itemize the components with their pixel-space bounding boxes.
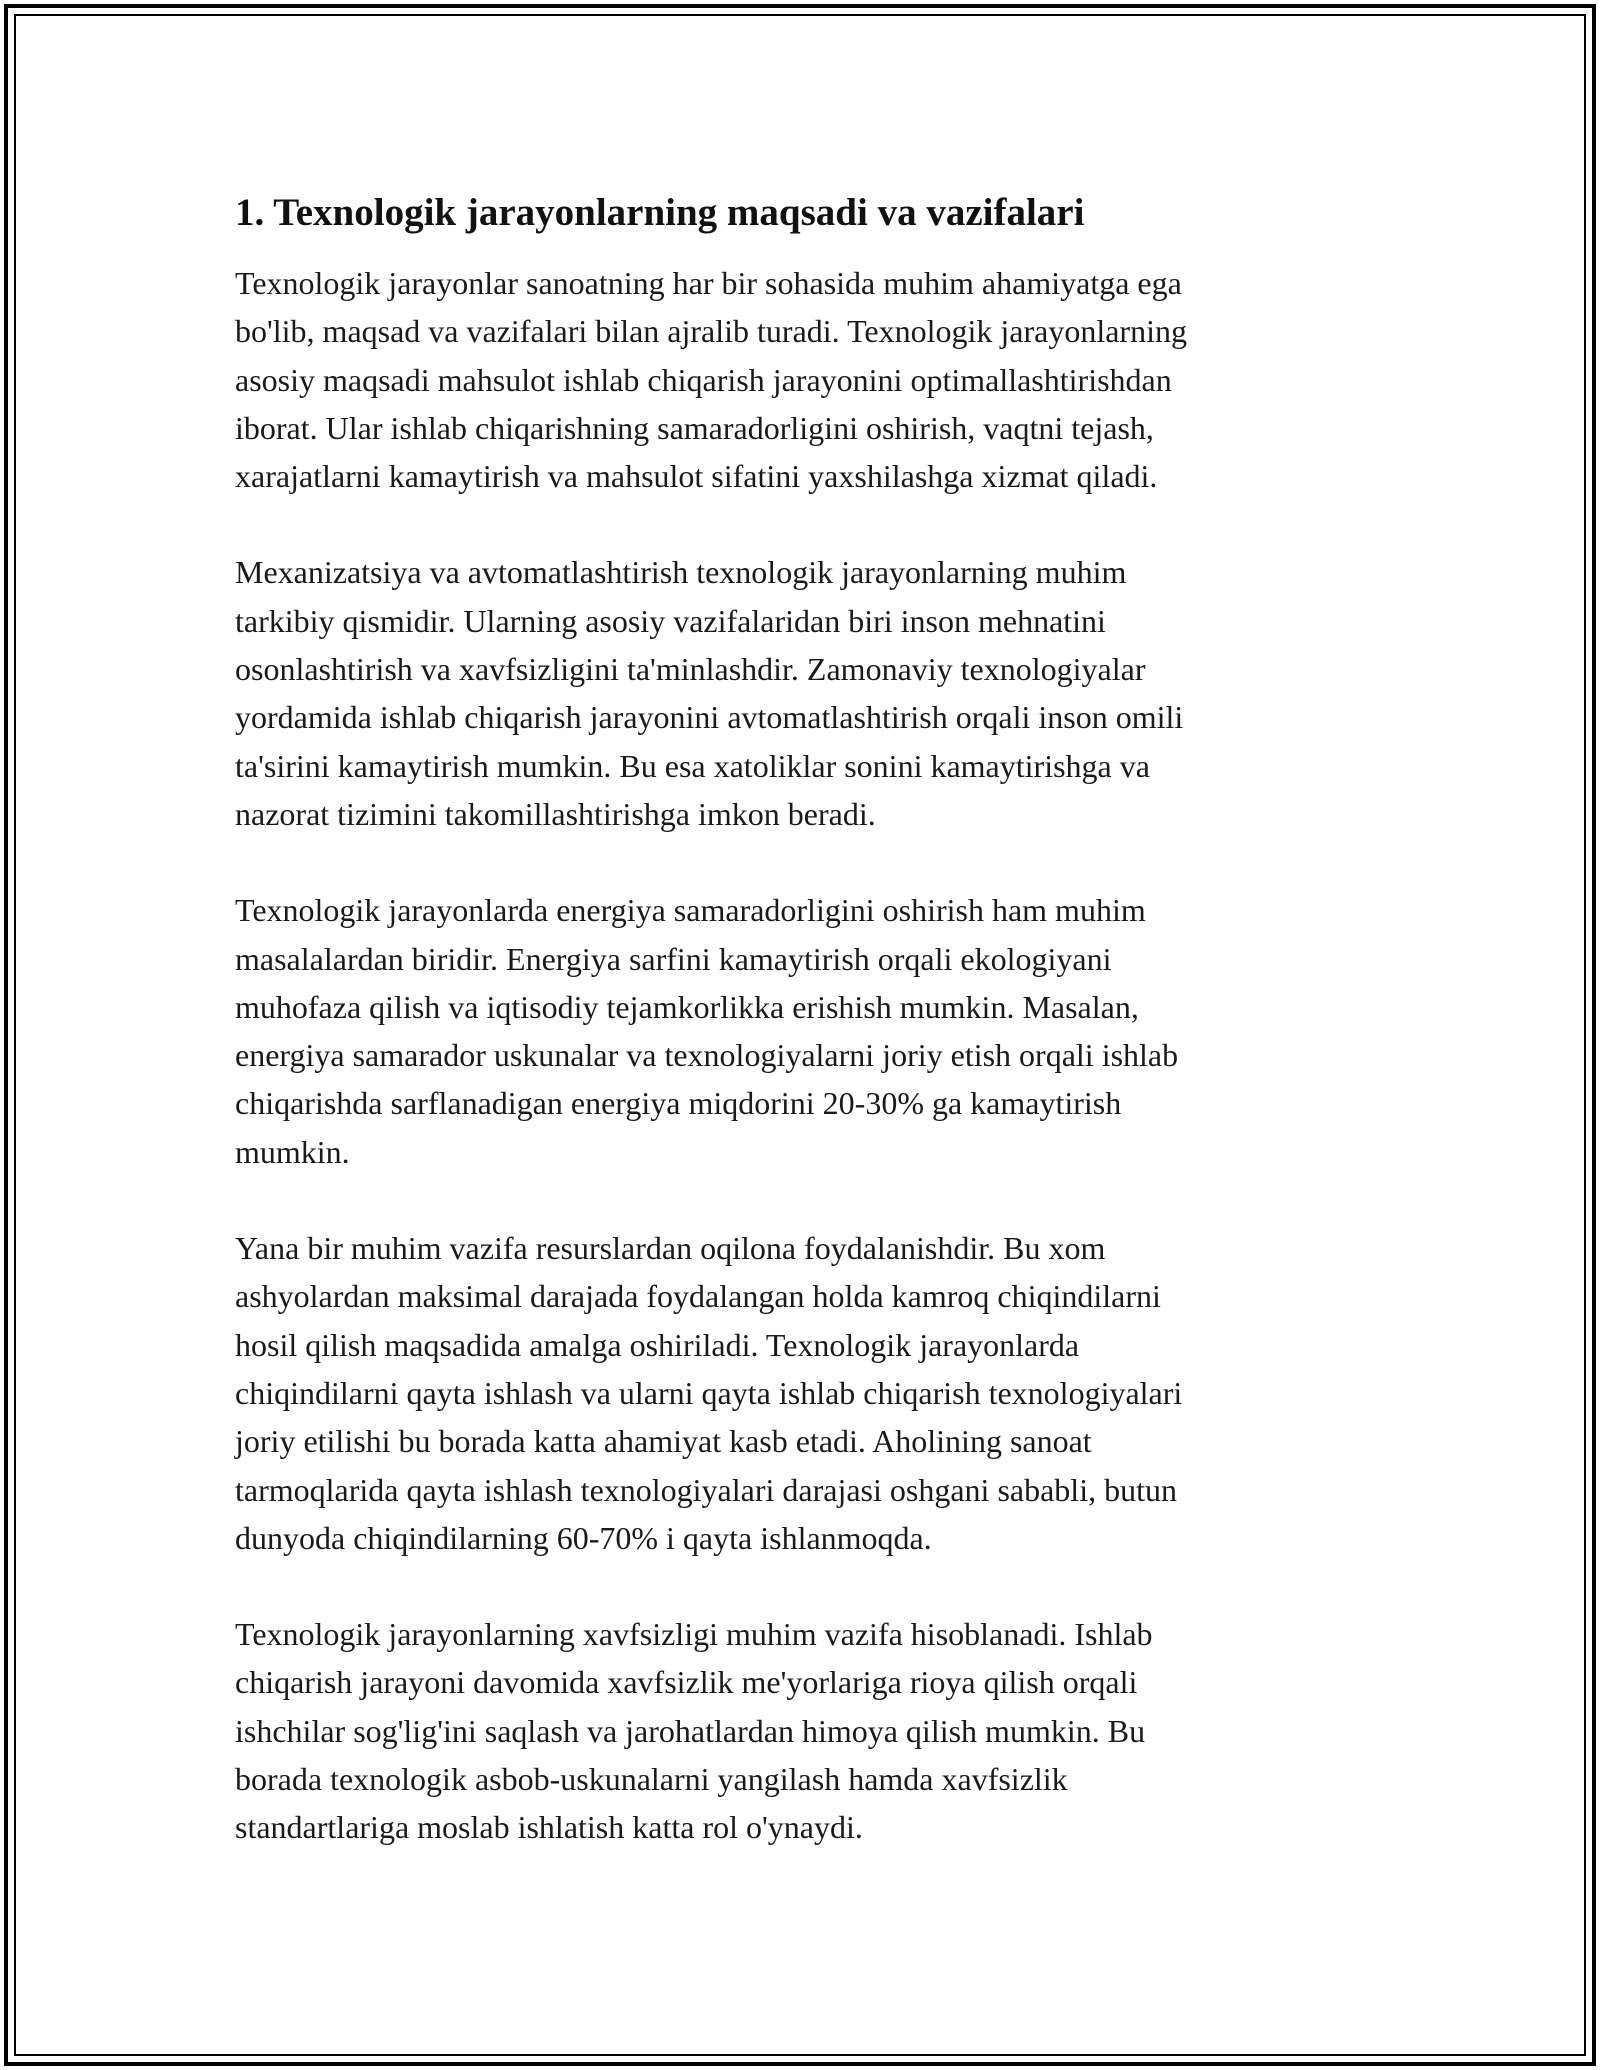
paragraph-purpose (235, 259, 1365, 500)
line: yordamida ishlab chiqarish jarayonini avtomatlashtirish orqali inson omili (235, 699, 1184, 736)
line: mumkin. (235, 1133, 350, 1170)
line: xarajatlarni kamaytirish va mahsulot sifatini yaxshilashga xizmat qiladi. (235, 458, 1158, 495)
line: standartlariga moslab ishlatish katta rol o'ynaydi. (235, 1809, 863, 1846)
paragraph-automation (235, 548, 1365, 838)
document-body (235, 185, 1365, 1852)
line: masalalardan biridir. Energiya sarfini kamaytirish orqali ekologiyani (235, 940, 1112, 977)
line: tarkibiy qismidir. Ularning asosiy vazifalaridan biri inson mehnatini (235, 602, 1106, 639)
line: Mexanizatsiya va avtomatlashtirish texnologik jarayonlarning muhim (235, 554, 1127, 591)
line: chiqindilarni qayta ishlash va ularni qayta ishlab chiqarish texnologiyalari (235, 1374, 1183, 1411)
line: nazorat tizimini takomillashtirishga imkon beradi. (235, 795, 876, 832)
line: joriy etilishi bu borada katta ahamiyat kasb etadi. Aholining sanoat (235, 1423, 1092, 1460)
line: iborat. Ular ishlab chiqarishning samaradorligini oshirish, vaqtni tejash, (235, 409, 1154, 446)
line: bo'lib, maqsad va vazifalari bilan ajralib turadi. Texnologik jarayonlarning (235, 313, 1187, 350)
line: Yana bir muhim vazifa resurslardan oqilona foydalanishdir. Bu xom (235, 1230, 1106, 1267)
line: osonlashtirish va xavfsizligini ta'minlashdir. Zamonaviy texnologiyalar (235, 651, 1146, 688)
line: ishchilar sog'lig'ini saqlash va jarohatlardan himoya qilish mumkin. Bu (235, 1712, 1146, 1749)
line: asosiy maqsadi mahsulot ishlab chiqarish jarayonini optimallashtirishdan (235, 361, 1172, 398)
line: borada texnologik asbob-uskunalarni yangilash hamda xavfsizlik (235, 1761, 1068, 1798)
line: hosil qilish maqsadida amalga oshiriladi. Texnologik jarayonlarda (235, 1326, 1080, 1363)
line: tarmoqlarida qayta ishlash texnologiyalari darajasi oshgani sababli, butun (235, 1471, 1177, 1508)
section-title: 1. Texnologik jarayonlarning maqsadi va vazifalari (235, 191, 1085, 234)
line: Texnologik jarayonlarda energiya samaradorligini oshirish ham muhim (235, 892, 1146, 929)
line: muhofaza qilish va iqtisodiy tejamkorlikka erishish mumkin. Masalan, (235, 988, 1139, 1025)
line: ashyolardan maksimal darajada foydalangan holda kamroq chiqindilarni (235, 1278, 1161, 1315)
paragraph-resources (235, 1224, 1365, 1562)
line: energiya samarador uskunalar va texnologiyalarni joriy etish orqali ishlab (235, 1037, 1179, 1074)
line: dunyoda chiqindilarning 60-70% i qayta ishlanmoqda. (235, 1519, 932, 1556)
line: Texnologik jarayonlarning xavfsizligi muhim vazifa hisoblanadi. Ishlab (235, 1616, 1153, 1653)
line: ta'sirini kamaytirish mumkin. Bu esa xatoliklar sonini kamaytirishga va (235, 747, 1150, 784)
line: Texnologik jarayonlar sanoatning har bir sohasida muhim ahamiyatga ega (235, 265, 1182, 301)
paragraph-safety (235, 1610, 1365, 1851)
paragraph-energy (235, 886, 1365, 1176)
line: chiqarishda sarflanadigan energiya miqdorini 20-30% ga kamaytirish (235, 1085, 1122, 1122)
line: chiqarish jarayoni davomida xavfsizlik me'yorlariga rioya qilish orqali (235, 1664, 1138, 1701)
